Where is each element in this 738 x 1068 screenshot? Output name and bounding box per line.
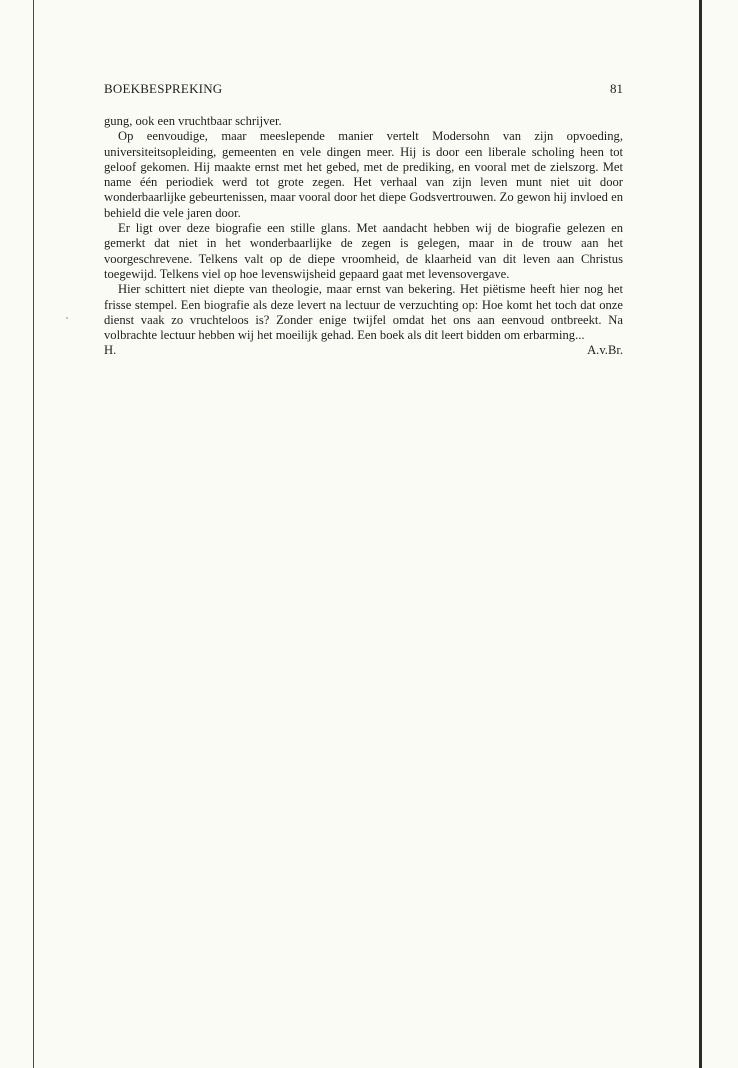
paragraph: Op eenvoudige, maar meeslepende manier vertelt Modersohn van zijn opvoeding, universiteitsopleiding, gemeenten en vele dingen meer. Hij is door een liberale scholing heen tot geloof gekomen. Hij maakte ernst met het gebed, met de prediking, en vooral met de zielszorg. Met name één periodiek werd tot grote zegen. Het verhaal van zijn leven munt niet uit door wonderbaarlijke gebeurtenissen, maar vooral door het diepe Godsvertrouwen. Zo gewon hij invloed en behield die vele jaren door. [104,129,623,220]
reviewer-name: A.v.Br. [587,343,623,358]
review-text [104,114,623,359]
page-left-edge [33,0,34,1068]
page-number: 81 [610,81,623,96]
paragraph: Er ligt over deze biografie een stille glans. Met aandacht hebben wij de biografie gelezen en gemerkt dat niet in het wonderbaarlijke de zegen is gelegen, maar in de trouw aan het voorgeschrevene. Telkens valt op de diepe vroomheid, de klaarheid van dit leven aan Christus toegewijd. Telkens viel op hoe levenswijsheid gepaard gaat met levensovergave. [104,221,623,281]
scan-speck [66,317,68,319]
page-right-edge [699,0,702,1068]
signature-initial: H. [104,343,117,358]
running-title: BOEKBESPREKING [104,81,223,96]
paragraph-continuation: gung, ook een vruchtbaar schrijver. [104,114,282,128]
signature-line [104,343,623,358]
paragraph: Hier schittert niet diepte van theologie, maar ernst van bekering. Het piëtisme heeft hier nog het frisse stempel. Een biografie als deze levert na lectuur de verzuchting op: Hoe komt het toch dat onze dienst vaak zo vruchteloos is? Zonder enige twijfel omdat het ons aan eenvoud ontbreekt. Na volbrachte lectuur hebben wij het moeilijk gehad. Een boek als dit leert bidden om erbarming... [104,282,623,343]
